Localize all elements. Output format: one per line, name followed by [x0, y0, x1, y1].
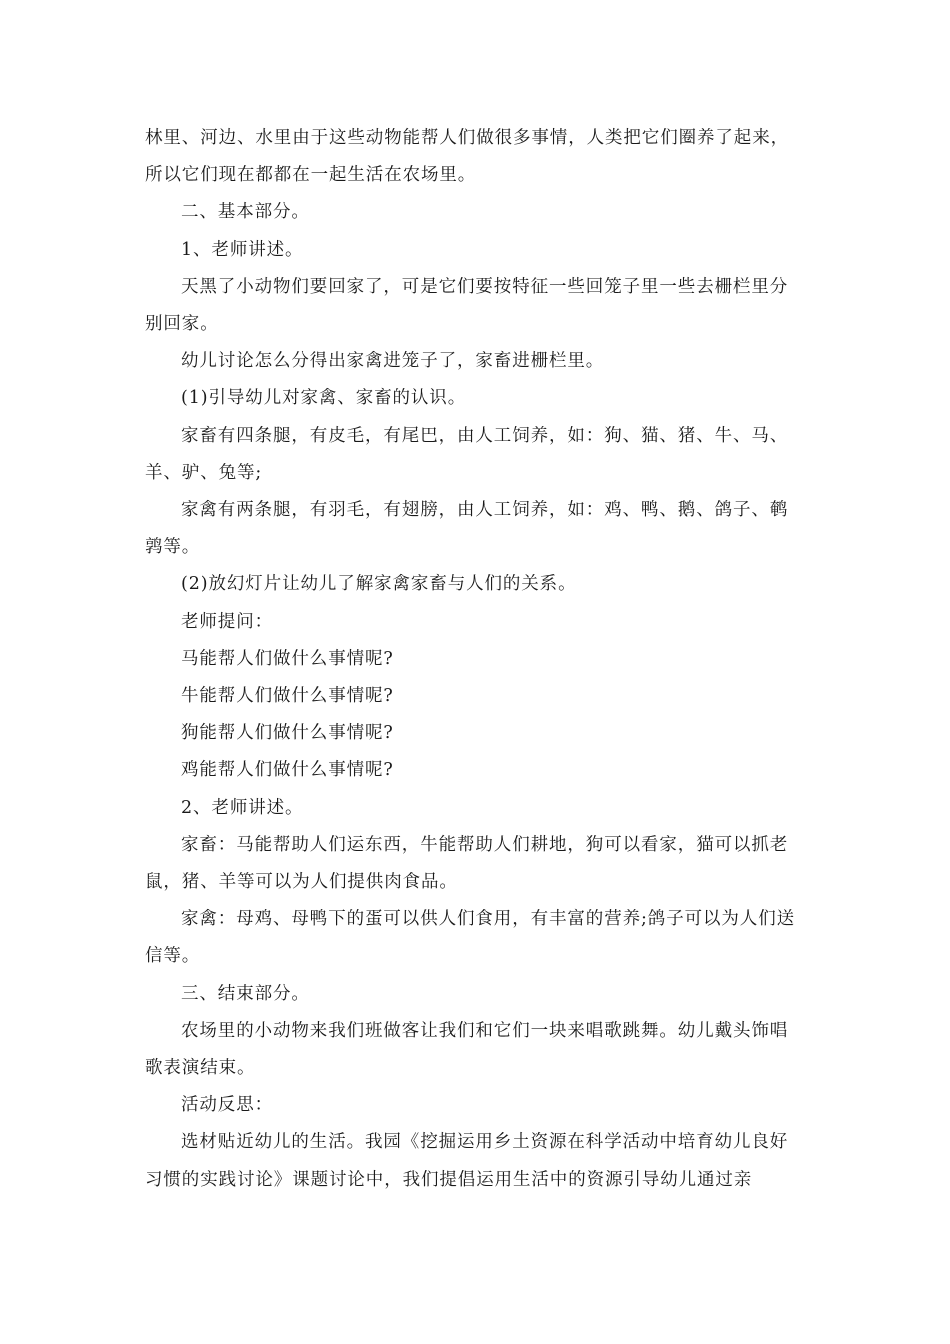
subheading-teacher-narration-1: 1、老师讲述。	[181, 239, 304, 260]
paragraph-poultry-uses: 家禽：母鸡、母鸭下的蛋可以供人们食用，有丰富的营养;鸽子可以为人们送信等。	[145, 909, 795, 967]
section-heading-reflection: 活动反思：	[181, 1095, 273, 1116]
paragraph-continuation: 林里、河边、水里由于这些动物能帮人们做很多事情，人类把它们圈养了起来，所以它们现在都都在一起生活在农场里。	[145, 128, 789, 186]
teacher-question-label: 老师提问：	[181, 611, 273, 632]
document-page	[145, 120, 805, 1199]
list-item-1: (1)引导幼儿对家禽、家畜的认识。	[181, 388, 467, 409]
question-cow: 牛能帮人们做什么事情呢?	[181, 686, 394, 707]
paragraph-reflection: 选材贴近幼儿的生活。我园《挖掘运用乡土资源在科学活动中培育幼儿良好习惯的实践讨论》课题讨论中，我们提倡运用生活中的资源引导幼儿通过亲	[145, 1132, 789, 1190]
question-chicken: 鸡能帮人们做什么事情呢?	[181, 760, 394, 781]
section-heading-ending: 三、结束部分。	[181, 983, 310, 1004]
question-horse: 马能帮人们做什么事情呢?	[181, 648, 394, 669]
paragraph-livestock: 家畜有四条腿，有皮毛，有尾巴，由人工饲养，如：狗、猫、猪、牛、马、羊、驴、兔等;	[145, 425, 789, 483]
section-heading-basic: 二、基本部分。	[181, 202, 310, 223]
paragraph-livestock-uses: 家畜：马能帮助人们运东西，牛能帮助人们耕地，狗可以看家，猫可以抓老鼠，猪、羊等可以为人们提供肉食品。	[145, 834, 789, 893]
list-item-2: (2)放幻灯片让幼儿了解家禽家畜与人们的关系。	[181, 574, 577, 595]
subheading-teacher-narration-2: 2、老师讲述。	[181, 797, 304, 818]
paragraph-discussion: 幼儿讨论怎么分得出家禽进笼子了，家畜进栅栏里。	[181, 351, 605, 372]
paragraph-ending: 农场里的小动物来我们班做客让我们和它们一块来唱歌跳舞。幼儿戴头饰唱歌表演结束。	[145, 1020, 789, 1079]
paragraph-narration: 天黑了小动物们要回家了，可是它们要按特征一些回笼子里一些去栅栏里分别回家。	[145, 276, 789, 335]
question-dog: 狗能帮人们做什么事情呢?	[181, 723, 394, 744]
paragraph-poultry: 家禽有两条腿，有羽毛，有翅膀，由人工饲养，如：鸡、鸭、鹅、鸽子、鹌鹑等。	[145, 500, 789, 558]
